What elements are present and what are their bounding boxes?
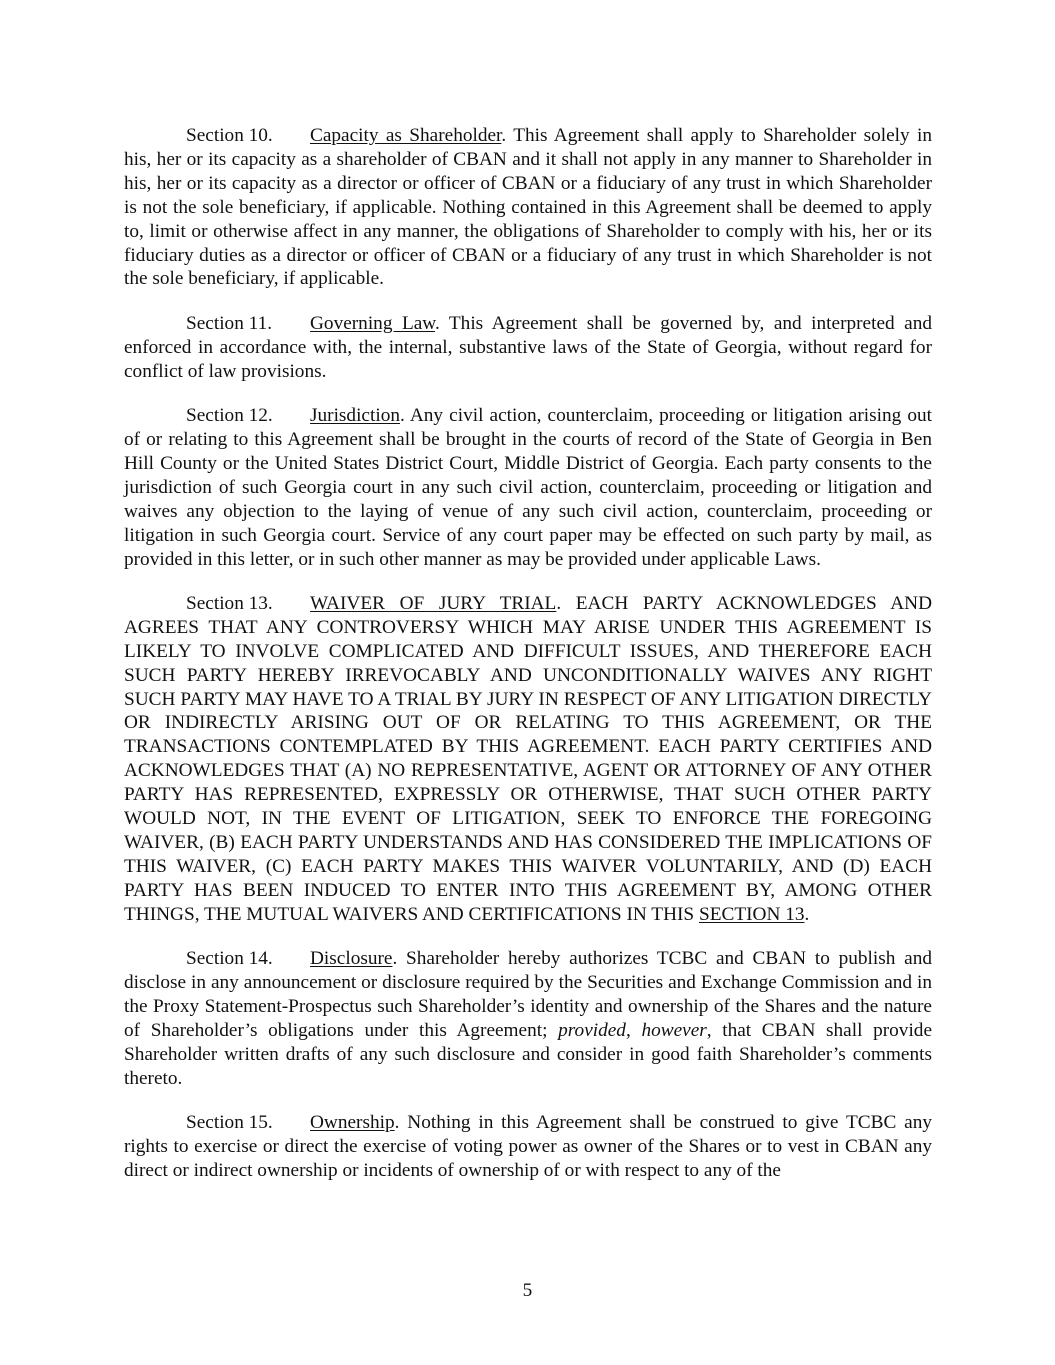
section-10-paragraph: [124, 124, 932, 291]
section-heading: Governing Law: [310, 312, 435, 334]
section-11-paragraph: [124, 312, 932, 384]
section-body: . Nothing in this Agreement shall be construed to give TCBC any rights to exercise or direct the exercise of voting power as owner of the Shares or to vest in CBAN any direct or indirect ownership or incidents of ownership of or with respect to any of the: [124, 1112, 932, 1181]
section-heading: Ownership: [310, 1112, 395, 1134]
page-number: 5: [522, 1280, 533, 1301]
section-number: Section 13.: [186, 592, 273, 614]
section-number: Section 15.: [186, 1112, 273, 1134]
section-number: Section 14.: [186, 948, 273, 970]
section-number: Section 11.: [186, 312, 273, 334]
section-heading: Jurisdiction: [310, 405, 400, 427]
section-body: . Any civil action, counterclaim, proceeding or litigation arising out of or relating to this Agreement shall be brought in the courts of record of the State of Georgia in Ben Hill County or the United States District Court, Middle District of Georgia. Each party consents to the jurisdiction of such Georgia court in any such civil action, counterclaim, proceeding or litigation and waives any objection to the laying of venue of any such civil action, counterclaim, proceeding or litigation in such Georgia court. Service of any court paper may be effected on such party by mail, as provided in this letter, or in such other manner as may be provided under applicable Laws.: [124, 405, 932, 570]
section-body: . This Agreement shall apply to Shareholder solely in his, her or its capacity as a shareholder of CBAN and it shall not apply in any manner to Shareholder in his, her or its capacity as a director or officer of CBAN or a fiduciary of any trust in which Shareholder is not the sole beneficiary, if applicable. Nothing contained in this Agreement shall be deemed to apply to, limit or otherwise affect in any manner, the obligations of Shareholder to comply with his, her or its fiduciary duties as a director or officer of CBAN or a fiduciary of any trust in which Shareholder is not the sole beneficiary, if applicable.: [124, 125, 932, 290]
section-body-end: , that CBAN shall provide Shareholder written drafts of any such disclosure and consider in good faith Shareholder’s comments thereto.: [124, 1019, 932, 1089]
document-page: [124, 124, 932, 1203]
comma-separator: ,: [625, 1019, 642, 1041]
section-14-paragraph: [124, 947, 932, 1090]
section-heading: Capacity as Shareholder: [310, 125, 502, 146]
section-body: . EACH PARTY ACKNOWLEDGES AND AGREES THAT ANY CONTROVERSY WHICH MAY ARISE UNDER THIS AGREEMENT IS LIKELY TO INVOLVE COMPLICATED AND DIFFICULT ISSUES, AND THEREFORE EACH SUCH PARTY HEREBY IRREVOCABLY AND UNCONDITIONALLY WAIVES ANY RIGHT SUCH PARTY MAY HAVE TO A TRIAL BY JURY IN RESPECT OF ANY LITIGATION DIRECTLY OR INDIRECTLY ARISING OUT OF OR RELATING TO THIS AGREEMENT, OR THE TRANSACTIONS CONTEMPLATED BY THIS AGREEMENT. EACH PARTY CERTIFIES AND ACKNOWLEDGES THAT (A) NO REPRESENTATIVE, AGENT OR ATTORNEY OF ANY OTHER PARTY HAS REPRESENTED, EXPRESSLY OR OTHERWISE, THAT SUCH OTHER PARTY WOULD NOT, IN THE EVENT OF LITIGATION, SEEK TO ENFORCE THE FOREGOING WAIVER, (B) EACH PARTY UNDERSTANDS AND HAS CONSIDERED THE IMPLICATIONS OF THIS WAIVER, (C) EACH PARTY MAKES THIS WAIVER VOLUNTARILY, AND (D) EACH PARTY HAS BEEN INDUCED TO ENTER INTO THIS AGREEMENT BY, AMONG OTHER THINGS, THE MUTUAL WAIVERS AND CERTIFICATIONS IN THIS: [124, 592, 932, 925]
italic-however: however: [641, 1019, 707, 1041]
section-heading: WAIVER OF JURY TRIAL: [310, 592, 557, 614]
section-number: Section 10.: [186, 125, 273, 146]
section-12-paragraph: [124, 404, 932, 571]
section-number: Section 12.: [186, 405, 273, 427]
section-body: . Shareholder hereby authorizes TCBC and CBAN to publish and disclose in any announcement or disclosure required by the Securities and Exchange Commission and in the Proxy Statement-Prospectus such Shareholder’s identity and ownership of the Shares and the nature of Shareholder’s obligations under this Agreement;: [124, 948, 932, 1041]
section-13-paragraph: [124, 592, 932, 927]
section-15-paragraph: [124, 1111, 932, 1183]
italic-provided: provided: [558, 1019, 626, 1041]
section-heading: Disclosure: [310, 948, 393, 970]
section-body: . This Agreement shall be governed by, and interpreted and enforced in accordance with, the internal, substantive laws of the State of Georgia, without regard for conflict of law provisions.: [124, 312, 932, 382]
section-cross-reference: SECTION 13: [698, 903, 805, 925]
section-body-end: .: [804, 903, 810, 925]
